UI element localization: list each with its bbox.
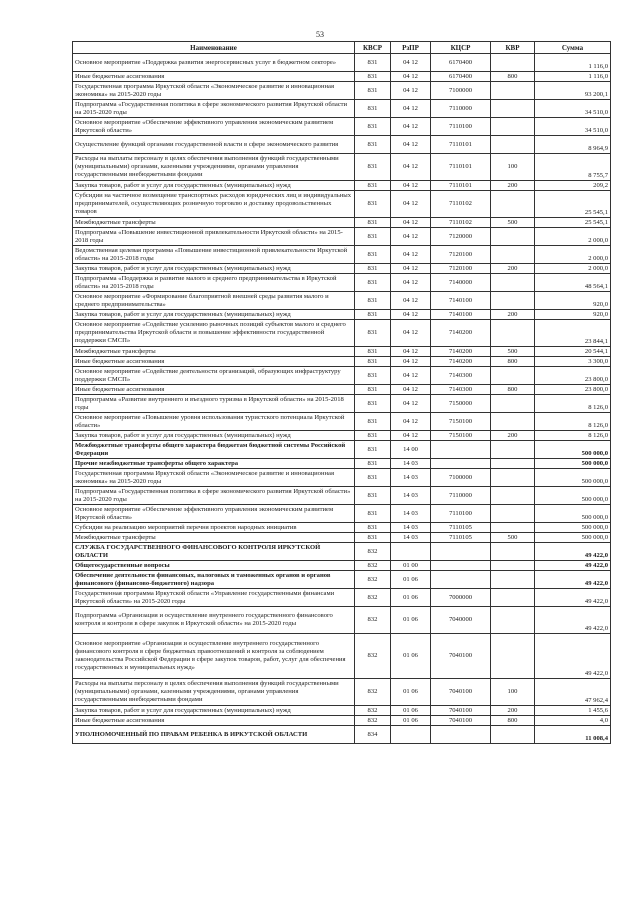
row-kcsr-cell: 7110000	[431, 100, 491, 118]
row-kvr-cell	[491, 523, 535, 533]
row-name-cell: Закупка товаров, работ и услуг для государственных (муниципальных) нужд	[73, 706, 355, 716]
row-name-cell: СЛУЖБА ГОСУДАРСТВЕННОГО ФИНАНСОВОГО КОНТРОЛЯ ИРКУТСКОЙ ОБЛАСТИ	[73, 543, 355, 561]
row-rzpr-cell: 04 12	[391, 357, 431, 367]
row-rzpr-cell	[391, 726, 431, 744]
row-kvr-cell	[491, 100, 535, 118]
row-kcsr-cell: 7040100	[431, 634, 491, 679]
row-kcsr-cell: 6170400	[431, 72, 491, 82]
header-kcsr: КЦСР	[431, 42, 491, 54]
table-row	[73, 320, 611, 347]
row-kvr-cell: 500	[491, 218, 535, 228]
row-kvsr-cell: 831	[355, 459, 391, 469]
page-number: 53	[316, 30, 324, 39]
row-name-cell: Общегосударственные вопросы	[73, 561, 355, 571]
row-kcsr-cell: 7120100	[431, 246, 491, 264]
row-kcsr-cell: 7110101	[431, 154, 491, 181]
row-kvsr-cell: 831	[355, 367, 391, 385]
row-sum-cell: 920,0	[535, 310, 611, 320]
row-name-cell: Подпрограмма «Поддержка и развитие малого и среднего предпринимательства в Иркутской области» на 2015-2018 годы	[73, 274, 355, 292]
table-row	[73, 347, 611, 357]
row-rzpr-cell: 04 12	[391, 274, 431, 292]
row-kcsr-cell: 7110100	[431, 118, 491, 136]
row-kcsr-cell	[431, 459, 491, 469]
row-rzpr-cell: 04 12	[391, 218, 431, 228]
row-kvr-cell: 800	[491, 716, 535, 726]
row-sum-cell: 500 000,0	[535, 459, 611, 469]
row-sum-cell: 49 422,0	[535, 561, 611, 571]
row-rzpr-cell: 04 12	[391, 72, 431, 82]
row-sum-cell: 500 000,0	[535, 505, 611, 523]
row-kvsr-cell: 831	[355, 469, 391, 487]
row-kcsr-cell: 7110101	[431, 181, 491, 191]
row-name-cell: Иные бюджетные ассигнования	[73, 716, 355, 726]
table-row	[73, 459, 611, 469]
table-row	[73, 505, 611, 523]
row-kcsr-cell: 7140000	[431, 274, 491, 292]
row-kcsr-cell: 7140200	[431, 347, 491, 357]
row-sum-cell: 25 545,1	[535, 191, 611, 218]
row-sum-cell: 49 422,0	[535, 607, 611, 634]
row-kvsr-cell: 831	[355, 292, 391, 310]
row-name-cell: Закупка товаров, работ и услуг для государственных (муниципальных) нужд	[73, 431, 355, 441]
row-rzpr-cell: 04 12	[391, 228, 431, 246]
row-name-cell: Межбюджетные трансферты	[73, 533, 355, 543]
row-kcsr-cell: 7040100	[431, 706, 491, 716]
row-kvr-cell	[491, 469, 535, 487]
row-kvsr-cell: 832	[355, 543, 391, 561]
table-row	[73, 367, 611, 385]
row-kvr-cell	[491, 561, 535, 571]
table-row	[73, 154, 611, 181]
row-name-cell: Закупка товаров, работ и услуг для государственных (муниципальных) нужд	[73, 181, 355, 191]
row-name-cell: Подпрограмма «Повышение инвестиционной привлекательности Иркутской области» на 2015-2018 годы	[73, 228, 355, 246]
table-row	[73, 543, 611, 561]
row-kcsr-cell	[431, 441, 491, 459]
row-name-cell: Основное мероприятие «Формирование благоприятной внешней среды развития малого и среднего предпринимательства»	[73, 292, 355, 310]
table-row	[73, 441, 611, 459]
table-row	[73, 274, 611, 292]
row-sum-cell: 49 422,0	[535, 571, 611, 589]
row-rzpr-cell: 04 12	[391, 118, 431, 136]
row-kvr-cell	[491, 413, 535, 431]
row-sum-cell: 23 844,1	[535, 320, 611, 347]
row-name-cell: Осуществление функций органами государственной власти в сфере экономического развития	[73, 136, 355, 154]
row-kcsr-cell: 7110100	[431, 505, 491, 523]
row-rzpr-cell: 04 12	[391, 54, 431, 72]
row-sum-cell: 34 510,0	[535, 118, 611, 136]
row-name-cell: Основное мероприятие «Поддержка развития энергосервисных услуг в бюджетном секторе»	[73, 54, 355, 72]
row-name-cell: Основное мероприятие «Повышение уровня использования туристского потенциала Иркутской области»	[73, 413, 355, 431]
row-kcsr-cell: 7110102	[431, 191, 491, 218]
row-kvr-cell	[491, 459, 535, 469]
row-sum-cell: 500 000,0	[535, 533, 611, 543]
row-kcsr-cell: 7100000	[431, 82, 491, 100]
row-rzpr-cell: 01 06	[391, 706, 431, 716]
row-name-cell: Субсидии на частичное возмещение транспортных расходов юридических лиц и индивидуальных предпринимателей, осуществляющих розничную торговлю и доставку продовольственных товаров	[73, 191, 355, 218]
row-kcsr-cell: 7150100	[431, 413, 491, 431]
row-rzpr-cell	[391, 543, 431, 561]
row-name-cell: Расходы на выплаты персоналу в целях обеспечения выполнения функций государственными (муниципальными) органами, казенными учреждениями, органами управления государственными внебюджетными фондами	[73, 679, 355, 706]
table-row	[73, 118, 611, 136]
table-row	[73, 54, 611, 72]
row-kvsr-cell: 831	[355, 100, 391, 118]
table-row	[73, 523, 611, 533]
table-row	[73, 310, 611, 320]
row-kvr-cell	[491, 320, 535, 347]
row-kvsr-cell: 832	[355, 571, 391, 589]
row-kvsr-cell: 832	[355, 679, 391, 706]
row-name-cell: Основное мероприятие «Организация и осуществление внутреннего государственного финансового контроля в сфере бюджетных правоотношений и контроля за соблюдением законодательства Российской Федерации в сфере закупок товаров, работ, услуг для обеспечения государственных и муниципальных нужд»	[73, 634, 355, 679]
row-rzpr-cell: 04 12	[391, 100, 431, 118]
table-row	[73, 357, 611, 367]
row-kvsr-cell: 831	[355, 82, 391, 100]
row-name-cell: Иные бюджетные ассигнования	[73, 72, 355, 82]
row-kcsr-cell: 7110105	[431, 523, 491, 533]
row-sum-cell: 920,0	[535, 292, 611, 310]
row-name-cell: Основное мероприятие «Содействие деятельности организаций, образующих инфраструктуру поддержки СМСП»	[73, 367, 355, 385]
row-name-cell: Подпрограмма «Организация и осуществление внутреннего государственного финансового контроля и контроля в сфере закупок в Иркутской области» на 2015-2020 годы	[73, 607, 355, 634]
row-sum-cell: 20 544,1	[535, 347, 611, 357]
row-kvr-cell	[491, 571, 535, 589]
row-kvsr-cell: 832	[355, 561, 391, 571]
table-row	[73, 82, 611, 100]
row-kvsr-cell: 831	[355, 431, 391, 441]
row-kcsr-cell: 7110105	[431, 533, 491, 543]
row-kvr-cell	[491, 487, 535, 505]
row-kvr-cell: 800	[491, 72, 535, 82]
table-row	[73, 634, 611, 679]
row-kcsr-cell: 7120000	[431, 228, 491, 246]
row-kvr-cell: 100	[491, 154, 535, 181]
row-sum-cell: 1 455,6	[535, 706, 611, 716]
row-kvsr-cell: 831	[355, 523, 391, 533]
row-kvsr-cell: 831	[355, 181, 391, 191]
table-row	[73, 136, 611, 154]
table-header-row	[73, 42, 611, 54]
row-sum-cell: 49 422,0	[535, 543, 611, 561]
row-kvr-cell: 500	[491, 347, 535, 357]
table-row	[73, 469, 611, 487]
row-kvsr-cell: 831	[355, 191, 391, 218]
row-rzpr-cell: 04 12	[391, 154, 431, 181]
row-kvr-cell	[491, 54, 535, 72]
row-kvsr-cell: 832	[355, 589, 391, 607]
row-sum-cell: 500 000,0	[535, 469, 611, 487]
row-sum-cell: 4,0	[535, 716, 611, 726]
row-sum-cell: 209,2	[535, 181, 611, 191]
row-kcsr-cell: 7040000	[431, 607, 491, 634]
row-kvsr-cell: 832	[355, 706, 391, 716]
row-rzpr-cell: 14 03	[391, 487, 431, 505]
row-kvr-cell: 500	[491, 533, 535, 543]
row-kvsr-cell: 831	[355, 54, 391, 72]
row-kcsr-cell: 7140100	[431, 310, 491, 320]
row-kvr-cell	[491, 136, 535, 154]
row-kvsr-cell: 832	[355, 634, 391, 679]
row-rzpr-cell: 04 12	[391, 395, 431, 413]
header-sum: Сумма	[535, 42, 611, 54]
row-kvsr-cell: 831	[355, 487, 391, 505]
row-kvr-cell	[491, 118, 535, 136]
row-kvr-cell: 100	[491, 679, 535, 706]
row-kvsr-cell: 831	[355, 357, 391, 367]
row-sum-cell: 11 008,4	[535, 726, 611, 744]
row-kvr-cell	[491, 367, 535, 385]
row-kvr-cell: 200	[491, 181, 535, 191]
row-rzpr-cell: 04 12	[391, 413, 431, 431]
row-kvsr-cell: 834	[355, 726, 391, 744]
row-name-cell: Подпрограмма «Государственная политика в сфере экономического развития Иркутской области на 2015-2020 годы	[73, 100, 355, 118]
row-kcsr-cell: 7040100	[431, 716, 491, 726]
row-kvr-cell	[491, 274, 535, 292]
table-row	[73, 679, 611, 706]
row-name-cell: Закупка товаров, работ и услуг для государственных (муниципальных) нужд	[73, 310, 355, 320]
row-sum-cell: 8 964,9	[535, 136, 611, 154]
row-sum-cell: 3 300,0	[535, 357, 611, 367]
row-rzpr-cell: 04 12	[391, 320, 431, 347]
table-row	[73, 246, 611, 264]
row-kvsr-cell: 831	[355, 320, 391, 347]
row-kvsr-cell: 831	[355, 218, 391, 228]
row-kvr-cell: 200	[491, 431, 535, 441]
table-row	[73, 716, 611, 726]
row-sum-cell: 34 510,0	[535, 100, 611, 118]
table-row	[73, 385, 611, 395]
row-sum-cell: 500 000,0	[535, 441, 611, 459]
row-rzpr-cell: 04 12	[391, 292, 431, 310]
table-row	[73, 571, 611, 589]
row-rzpr-cell: 01 06	[391, 716, 431, 726]
row-kvr-cell: 200	[491, 264, 535, 274]
budget-table	[72, 41, 611, 744]
row-name-cell: Закупка товаров, работ и услуг для государственных (муниципальных) нужд	[73, 264, 355, 274]
row-name-cell: Межбюджетные трансферты	[73, 347, 355, 357]
row-sum-cell: 8 126,0	[535, 413, 611, 431]
row-rzpr-cell: 01 06	[391, 571, 431, 589]
header-name: Наименование	[73, 42, 355, 54]
row-rzpr-cell: 04 12	[391, 310, 431, 320]
row-rzpr-cell: 04 12	[391, 136, 431, 154]
row-name-cell: Основное мероприятие «Содействие усилению рыночных позиций субъектов малого и среднего предпринимательства Иркутской области и повышение эффективности государственной поддержки СМСП»	[73, 320, 355, 347]
header-rzpr: РзПР	[391, 42, 431, 54]
row-kvsr-cell: 831	[355, 246, 391, 264]
row-sum-cell: 23 800,0	[535, 385, 611, 395]
row-kvsr-cell: 831	[355, 228, 391, 246]
row-rzpr-cell: 04 12	[391, 347, 431, 357]
row-kcsr-cell: 7110102	[431, 218, 491, 228]
table-row	[73, 561, 611, 571]
row-sum-cell: 2 000,0	[535, 246, 611, 264]
row-sum-cell: 1 116,0	[535, 72, 611, 82]
row-kvsr-cell: 831	[355, 264, 391, 274]
row-kvsr-cell: 832	[355, 716, 391, 726]
row-rzpr-cell: 14 03	[391, 505, 431, 523]
row-sum-cell: 8 755,7	[535, 154, 611, 181]
row-kcsr-cell: 7100000	[431, 469, 491, 487]
row-kvsr-cell: 831	[355, 413, 391, 431]
row-kcsr-cell: 7140300	[431, 367, 491, 385]
table-row	[73, 228, 611, 246]
table-row	[73, 264, 611, 274]
row-rzpr-cell: 14 03	[391, 459, 431, 469]
row-kvsr-cell: 831	[355, 72, 391, 82]
row-rzpr-cell: 14 03	[391, 533, 431, 543]
table-row	[73, 487, 611, 505]
row-kvsr-cell: 831	[355, 395, 391, 413]
row-kvsr-cell: 831	[355, 347, 391, 357]
row-sum-cell: 2 000,0	[535, 264, 611, 274]
row-rzpr-cell: 01 06	[391, 589, 431, 607]
row-name-cell: Государственная программа Иркутской области «Управление государственными финансами Иркутской области» на 2015-2020 годы	[73, 589, 355, 607]
row-name-cell: Субсидии на реализацию мероприятий перечня проектов народных инициатив	[73, 523, 355, 533]
row-kvr-cell: 800	[491, 385, 535, 395]
row-rzpr-cell: 04 12	[391, 431, 431, 441]
row-sum-cell: 25 545,1	[535, 218, 611, 228]
table-row	[73, 191, 611, 218]
row-kcsr-cell: 7150000	[431, 395, 491, 413]
row-name-cell: Подпрограмма «Развитие внутреннего и въездного туризма в Иркутской области» на 2015-2018 годы	[73, 395, 355, 413]
row-rzpr-cell: 04 12	[391, 367, 431, 385]
table-row	[73, 100, 611, 118]
row-sum-cell: 49 422,0	[535, 634, 611, 679]
row-rzpr-cell: 04 12	[391, 264, 431, 274]
row-kcsr-cell: 7140200	[431, 357, 491, 367]
row-kvr-cell	[491, 395, 535, 413]
row-rzpr-cell: 04 12	[391, 385, 431, 395]
row-kvr-cell	[491, 82, 535, 100]
row-kvsr-cell: 832	[355, 607, 391, 634]
row-kcsr-cell	[431, 571, 491, 589]
row-kvr-cell: 200	[491, 310, 535, 320]
row-kvsr-cell: 831	[355, 136, 391, 154]
row-kvsr-cell: 831	[355, 505, 391, 523]
row-name-cell: Подпрограмма «Государственная политика в сфере экономического развития Иркутской области» на 2015-2020 годы	[73, 487, 355, 505]
row-sum-cell: 1 116,0	[535, 54, 611, 72]
row-kcsr-cell	[431, 543, 491, 561]
row-kvr-cell	[491, 191, 535, 218]
row-sum-cell: 49 422,0	[535, 589, 611, 607]
row-kvr-cell	[491, 441, 535, 459]
table-row	[73, 218, 611, 228]
row-rzpr-cell: 04 12	[391, 246, 431, 264]
row-name-cell: Межбюджетные трансферты общего характера бюджетам бюджетной системы Российской Федерации	[73, 441, 355, 459]
row-kvsr-cell: 831	[355, 533, 391, 543]
row-name-cell: Основное мероприятие «Обеспечение эффективного управления экономическим развитием Иркутской области»	[73, 118, 355, 136]
row-kvsr-cell: 831	[355, 118, 391, 136]
row-kcsr-cell: 6170400	[431, 54, 491, 72]
row-sum-cell: 2 000,0	[535, 228, 611, 246]
row-sum-cell: 93 200,1	[535, 82, 611, 100]
row-kvsr-cell: 831	[355, 441, 391, 459]
table-row	[73, 292, 611, 310]
row-rzpr-cell: 01 00	[391, 561, 431, 571]
row-kvr-cell	[491, 607, 535, 634]
row-rzpr-cell: 14 03	[391, 469, 431, 487]
row-name-cell: Межбюджетные трансферты	[73, 218, 355, 228]
row-rzpr-cell: 14 00	[391, 441, 431, 459]
row-kcsr-cell: 7110101	[431, 136, 491, 154]
row-kvr-cell	[491, 589, 535, 607]
table-row	[73, 181, 611, 191]
row-rzpr-cell: 01 06	[391, 634, 431, 679]
row-sum-cell: 8 126,0	[535, 395, 611, 413]
table-row	[73, 72, 611, 82]
row-sum-cell: 8 126,0	[535, 431, 611, 441]
table-row	[73, 533, 611, 543]
row-kcsr-cell: 7140100	[431, 292, 491, 310]
row-name-cell: Расходы на выплаты персоналу в целях обеспечения выполнения функций государственными (муниципальными) органами, казенными учреждениями, органами управления государственными внебюджетными фондами	[73, 154, 355, 181]
row-rzpr-cell: 04 12	[391, 191, 431, 218]
row-name-cell: УПОЛНОМОЧЕННЫЙ ПО ПРАВАМ РЕБЕНКА В ИРКУТСКОЙ ОБЛАСТИ	[73, 726, 355, 744]
row-kvr-cell	[491, 726, 535, 744]
row-sum-cell: 47 962,4	[535, 679, 611, 706]
row-kcsr-cell	[431, 726, 491, 744]
row-name-cell: Государственная программа Иркутской области «Экономическое развитие и инновационная экономика» на 2015-2020 годы	[73, 82, 355, 100]
header-kvr: КВР	[491, 42, 535, 54]
row-sum-cell: 500 000,0	[535, 487, 611, 505]
row-name-cell: Основное мероприятие «Обеспечение эффективного управления экономическим развитием Иркутской области»	[73, 505, 355, 523]
row-rzpr-cell: 01 06	[391, 679, 431, 706]
row-name-cell: Иные бюджетные ассигнования	[73, 357, 355, 367]
table-row	[73, 431, 611, 441]
row-rzpr-cell: 14 03	[391, 523, 431, 533]
row-kcsr-cell: 7150100	[431, 431, 491, 441]
row-name-cell: Обеспечение деятельности финансовых, налоговых и таможенных органов и органов финансового (финансово-бюджетного) надзора	[73, 571, 355, 589]
row-name-cell: Иные бюджетные ассигнования	[73, 385, 355, 395]
row-sum-cell: 23 800,0	[535, 367, 611, 385]
row-kvr-cell	[491, 634, 535, 679]
row-kvr-cell	[491, 543, 535, 561]
row-sum-cell: 48 564,1	[535, 274, 611, 292]
row-kvsr-cell: 831	[355, 385, 391, 395]
table-row	[73, 726, 611, 744]
row-sum-cell: 500 000,0	[535, 523, 611, 533]
row-kvr-cell	[491, 292, 535, 310]
row-name-cell: Государственная программа Иркутской области «Экономическое развитие и инновационная экономика» на 2015-2020 годы	[73, 469, 355, 487]
row-name-cell: Прочие межбюджетные трансферты общего характера	[73, 459, 355, 469]
row-kcsr-cell: 7040100	[431, 679, 491, 706]
row-kcsr-cell: 7120100	[431, 264, 491, 274]
row-kvsr-cell: 831	[355, 154, 391, 181]
table-row	[73, 395, 611, 413]
row-kcsr-cell	[431, 561, 491, 571]
row-kvr-cell	[491, 228, 535, 246]
table-row	[73, 607, 611, 634]
row-kcsr-cell: 7110000	[431, 487, 491, 505]
table-body	[73, 54, 611, 744]
table-row	[73, 706, 611, 716]
row-kcsr-cell: 7000000	[431, 589, 491, 607]
row-kvr-cell	[491, 505, 535, 523]
table-row	[73, 589, 611, 607]
header-kvsr: КВСР	[355, 42, 391, 54]
row-rzpr-cell: 01 06	[391, 607, 431, 634]
row-rzpr-cell: 04 12	[391, 181, 431, 191]
row-kvr-cell: 800	[491, 357, 535, 367]
row-kcsr-cell: 7140200	[431, 320, 491, 347]
table-row	[73, 413, 611, 431]
row-kvsr-cell: 831	[355, 274, 391, 292]
row-kvsr-cell: 831	[355, 310, 391, 320]
row-kcsr-cell: 7140300	[431, 385, 491, 395]
row-kvr-cell	[491, 246, 535, 264]
row-kvr-cell: 200	[491, 706, 535, 716]
row-name-cell: Ведомственная целевая программа «Повышение инвестиционной привлекательности Иркутской области» на 2015-2018 годы	[73, 246, 355, 264]
row-rzpr-cell: 04 12	[391, 82, 431, 100]
